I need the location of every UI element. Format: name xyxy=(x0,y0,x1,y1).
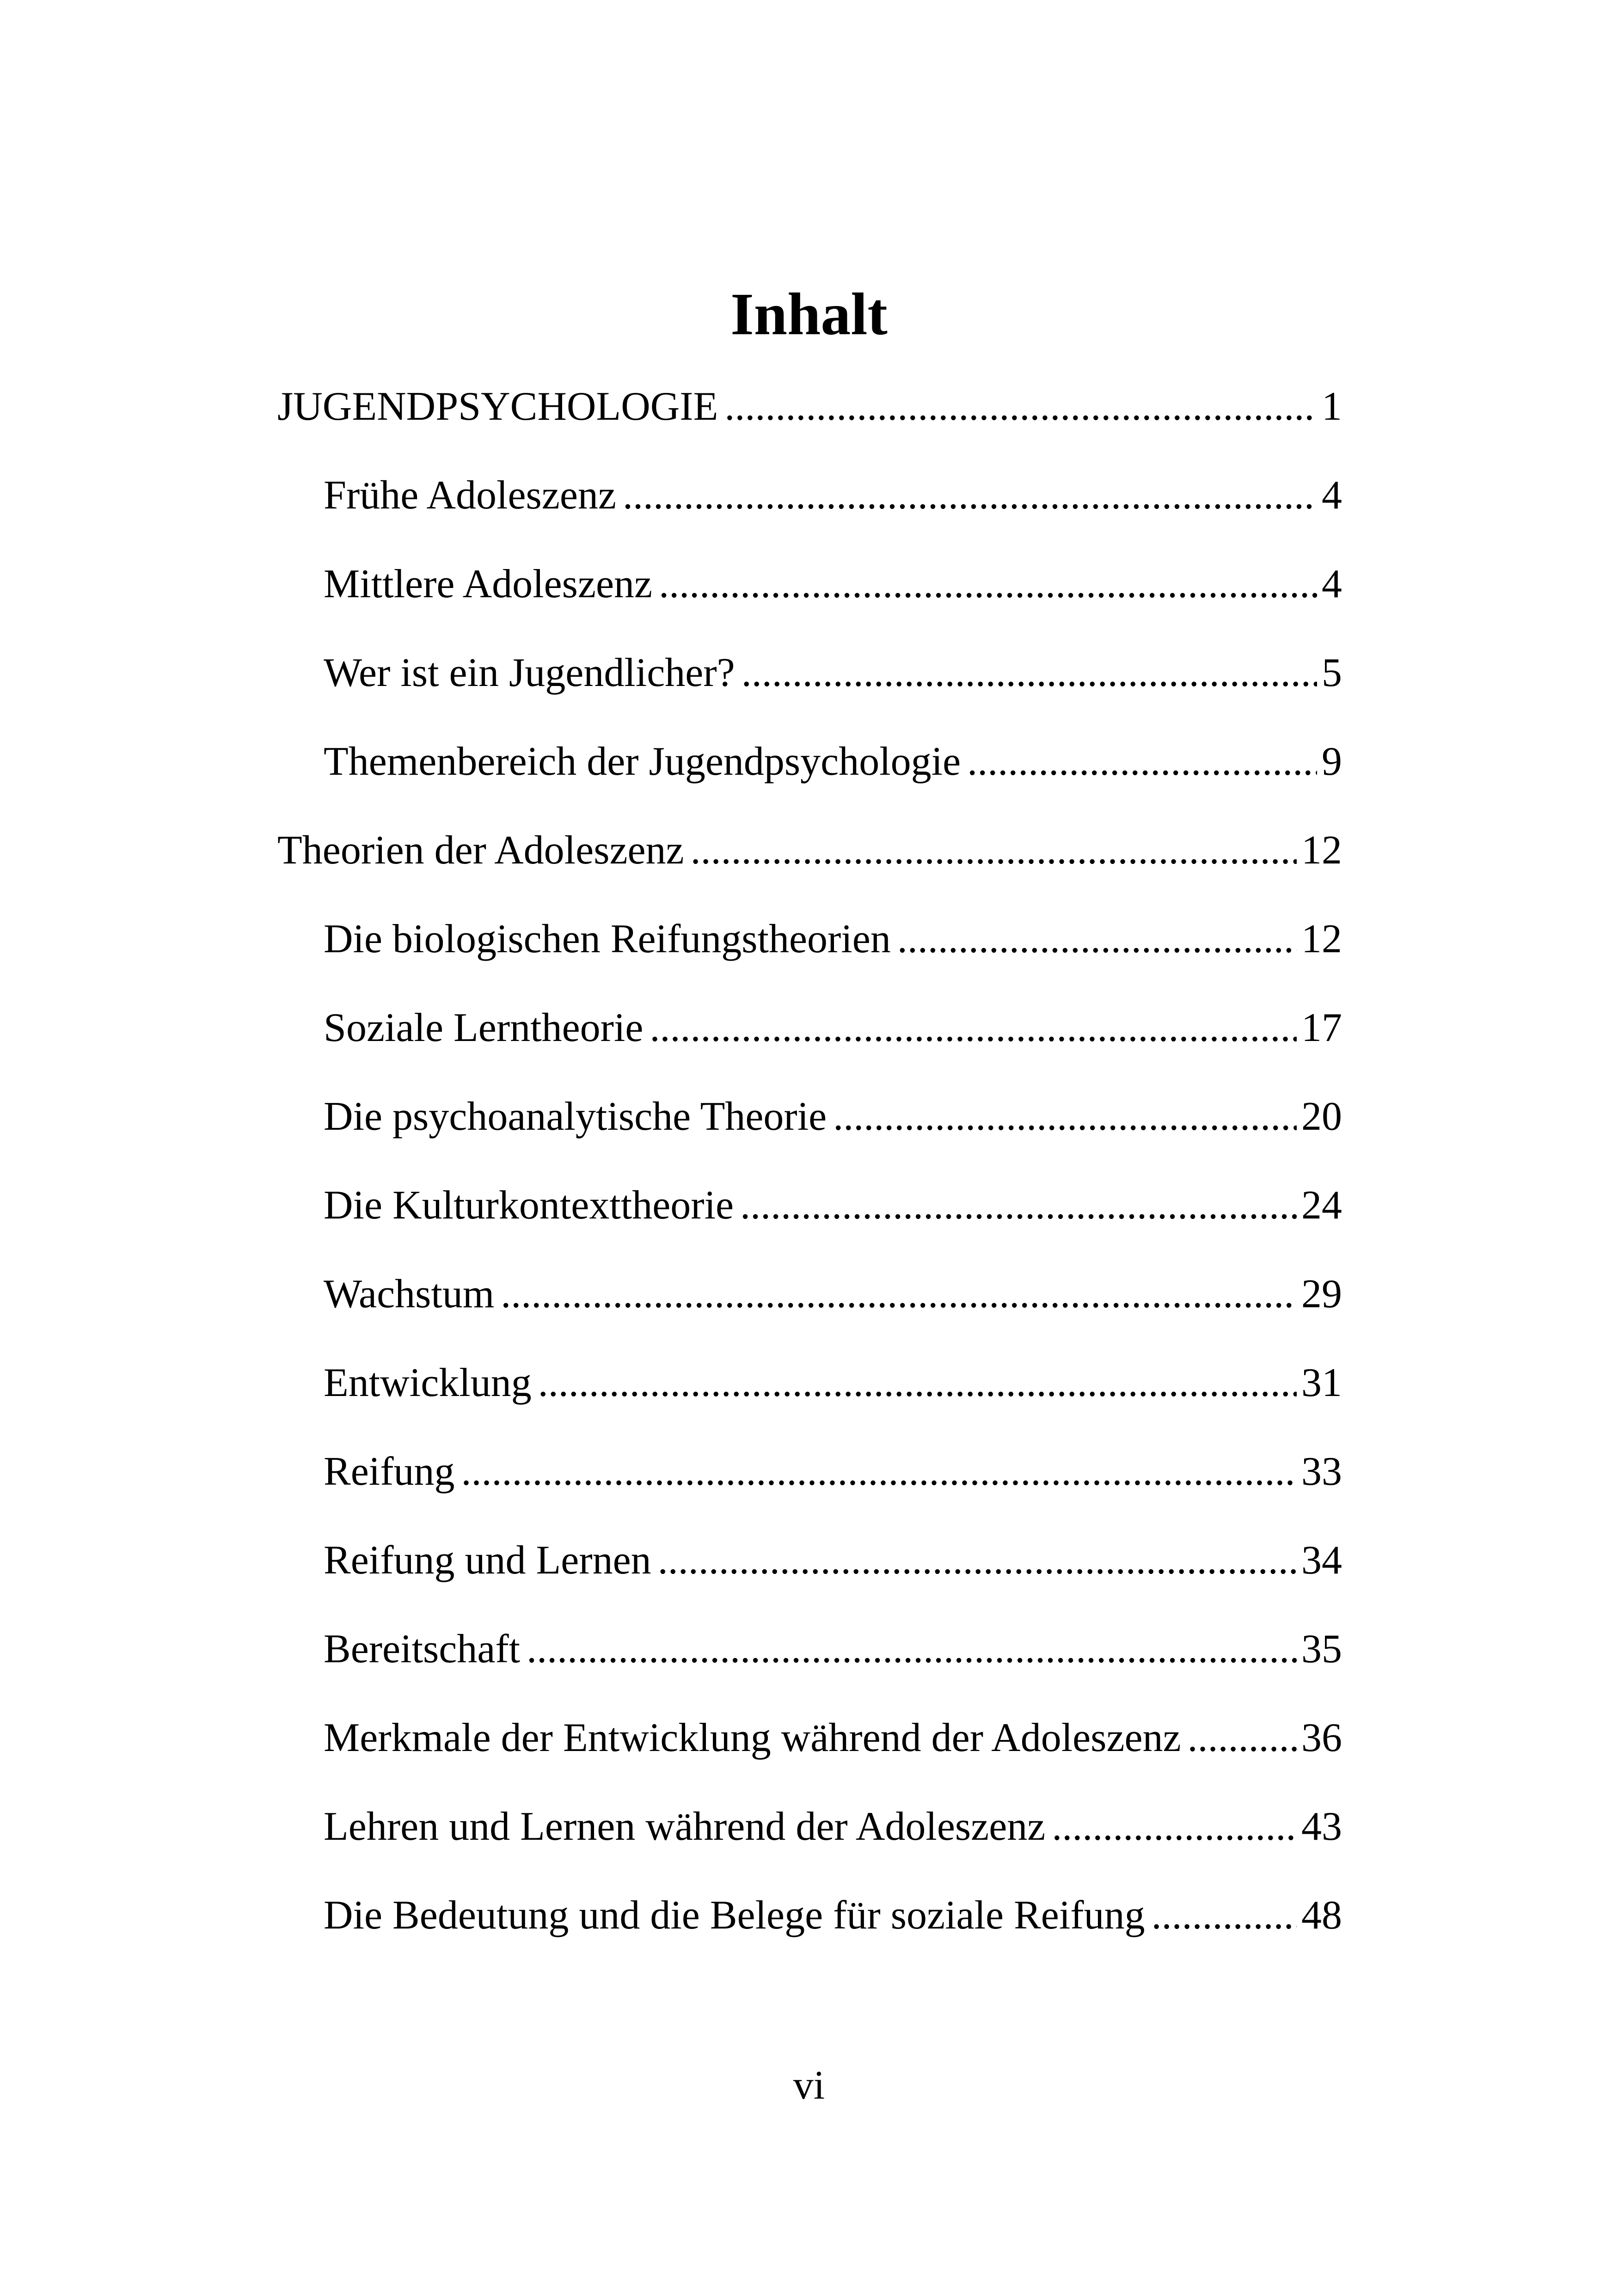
toc-entry xyxy=(324,1178,1342,1233)
toc-entry xyxy=(324,1533,1342,1588)
toc-entry-label: Die psychoanalytische Theorie xyxy=(324,1094,827,1139)
toc-entry-label: Mittlere Adoleszenz xyxy=(324,562,653,606)
toc-dot-leader xyxy=(897,912,1297,967)
toc-entry xyxy=(324,1355,1342,1411)
toc-entry-page: 4 xyxy=(1322,562,1342,606)
toc-entry-page: 4 xyxy=(1322,473,1342,518)
toc-entry xyxy=(324,645,1342,701)
page-number: vi xyxy=(793,2063,825,2108)
toc-dot-leader xyxy=(538,1355,1297,1411)
toc-entry-page: 12 xyxy=(1301,828,1342,873)
toc-entry-label: Themenbereich der Jugendpsychologie xyxy=(324,739,961,784)
toc-entry-page: 48 xyxy=(1301,1893,1342,1938)
toc-entry xyxy=(324,912,1342,967)
toc-entry xyxy=(324,1888,1342,1943)
toc-entry-page: 36 xyxy=(1301,1715,1342,1760)
toc-entry xyxy=(324,468,1342,523)
toc-dot-leader xyxy=(527,1622,1297,1677)
toc-entry-page: 35 xyxy=(1301,1627,1342,1671)
toc-entry-page: 12 xyxy=(1301,917,1342,961)
toc-entry-page: 34 xyxy=(1301,1538,1342,1583)
toc-dot-leader xyxy=(659,557,1317,612)
toc-entry xyxy=(324,1710,1342,1766)
toc-entry xyxy=(324,557,1342,612)
toc-entry-label: Reifung xyxy=(324,1449,455,1494)
toc-dot-leader xyxy=(967,734,1317,790)
toc-entry xyxy=(324,1000,1342,1056)
toc-entry-label: Bereitschaft xyxy=(324,1627,521,1671)
toc-entry xyxy=(324,1444,1342,1500)
toc-entry xyxy=(324,1622,1342,1677)
toc-dot-leader xyxy=(623,468,1317,523)
toc-entry-label: Reifung und Lernen xyxy=(324,1538,651,1583)
toc-entry xyxy=(324,734,1342,790)
toc-entry-page: 17 xyxy=(1301,1005,1342,1050)
toc-entry-label: Entwicklung xyxy=(324,1360,532,1405)
toc-entry-page: 20 xyxy=(1301,1094,1342,1139)
toc-entry-label: Wer ist ein Jugendlicher? xyxy=(324,650,735,695)
toc-entry-page: 9 xyxy=(1322,739,1342,784)
toc-dot-leader xyxy=(501,1267,1297,1322)
toc-entry-label: Die biologischen Reifungstheorien xyxy=(324,917,891,961)
toc-entry-label: Lehren und Lernen während der Adoleszenz xyxy=(324,1804,1046,1849)
toc-dot-leader xyxy=(650,1000,1297,1056)
toc-dot-leader xyxy=(691,823,1297,878)
toc-entry xyxy=(277,379,1342,435)
toc-entry xyxy=(277,823,1342,878)
toc-entry-page: 24 xyxy=(1301,1183,1342,1228)
toc-dot-leader xyxy=(1152,1888,1297,1943)
toc-entry-label: JUGENDPSYCHOLOGIE xyxy=(277,384,718,429)
toc-entry-label: Wachstum xyxy=(324,1272,495,1316)
toc-dot-leader xyxy=(833,1089,1297,1145)
toc-entry-label: Merkmale der Entwicklung während der Adoleszenz xyxy=(324,1715,1181,1760)
toc-entry-page: 5 xyxy=(1322,650,1342,695)
toc-title: Inhalt xyxy=(730,281,888,348)
toc-entry-label: Soziale Lerntheorie xyxy=(324,1005,644,1050)
toc-dot-leader xyxy=(740,1178,1297,1233)
toc-dot-leader xyxy=(1052,1799,1297,1855)
toc-entry-label: Theorien der Adoleszenz xyxy=(277,828,684,873)
toc-dot-leader xyxy=(724,379,1317,435)
toc-entry-page: 29 xyxy=(1301,1272,1342,1316)
toc-entry xyxy=(324,1799,1342,1855)
toc-entry-page: 33 xyxy=(1301,1449,1342,1494)
toc-dot-leader xyxy=(658,1533,1297,1588)
toc-dot-leader xyxy=(1188,1710,1297,1766)
toc-entry-label: Frühe Adoleszenz xyxy=(324,473,616,518)
toc-entry-page: 1 xyxy=(1322,384,1342,429)
toc-entry xyxy=(324,1089,1342,1145)
toc-entry-page: 43 xyxy=(1301,1804,1342,1849)
toc-dot-leader xyxy=(461,1444,1297,1500)
toc-dot-leader xyxy=(742,645,1317,701)
toc-entry xyxy=(324,1267,1342,1322)
toc-entry-label: Die Bedeutung und die Belege für soziale Reifung xyxy=(324,1893,1145,1938)
toc-entry-label: Die Kulturkontexttheorie xyxy=(324,1183,734,1228)
toc-entry-page: 31 xyxy=(1301,1360,1342,1405)
